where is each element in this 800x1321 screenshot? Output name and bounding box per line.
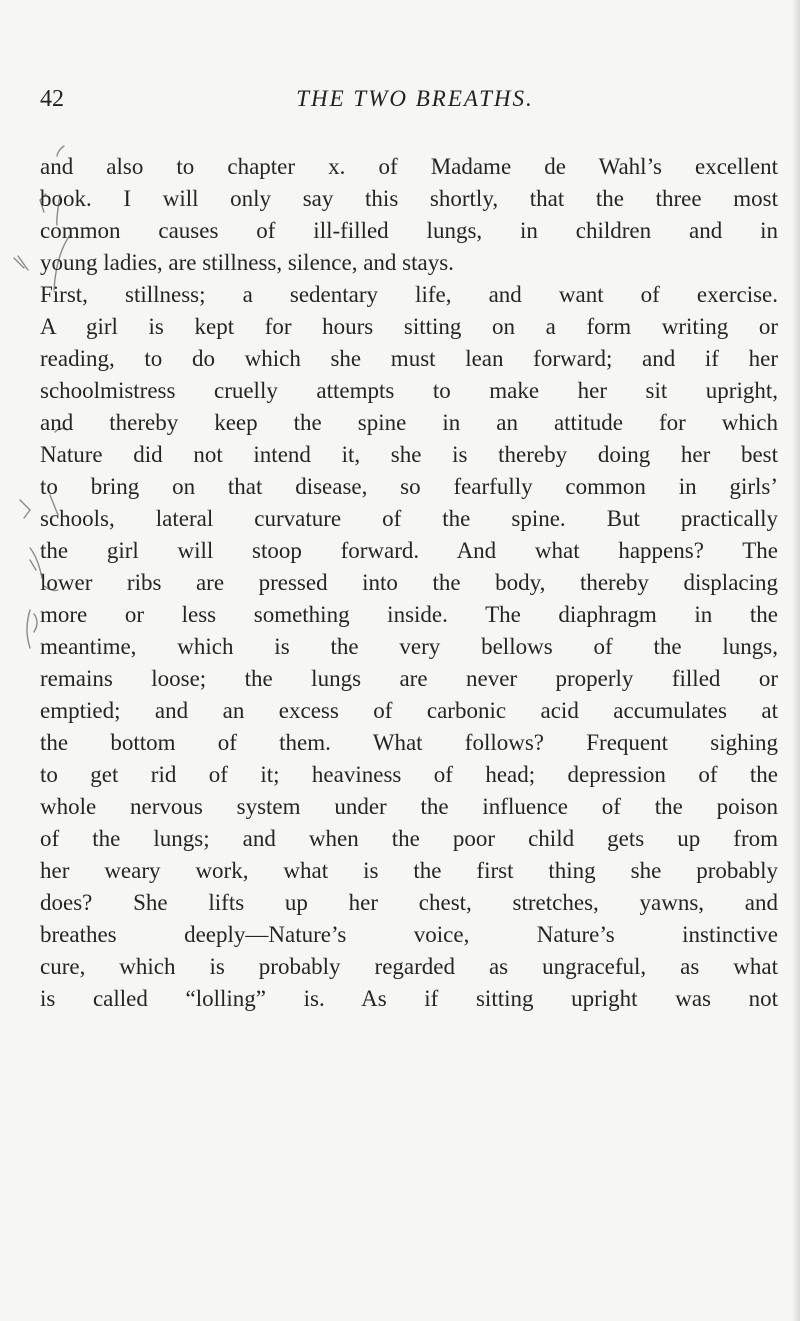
- text-line: Nature did not intend it, she is thereby doing her best: [40, 442, 778, 467]
- text-line: book. I will only say this shortly, that the three most: [40, 186, 778, 211]
- text-line: more or less something inside. The diaphragm in the: [40, 602, 778, 627]
- pencil-mark-hatch-1: [14, 256, 28, 270]
- running-head: THE TWO BREATHS.: [296, 86, 534, 111]
- page-edge-shadow: [792, 0, 800, 1321]
- pencil-mark-hatch-2: [20, 500, 30, 518]
- text-line: does? She lifts up her chest, stretches, yawns, and: [40, 890, 778, 915]
- text-line: reading, to do which she must lean forward; and if her: [40, 346, 778, 371]
- text-line: emptied; and an excess of carbonic acid accumulates at: [40, 698, 778, 723]
- text-line: whole nervous system under the influence of the poison: [40, 794, 778, 819]
- text-line: to get rid of it; heaviness of head; depression of the: [40, 762, 778, 787]
- text-line: to bring on that disease, so fearfully common in girls’: [40, 474, 778, 499]
- text-line: breathes deeply—Nature’s voice, Nature’s instinctive: [40, 922, 778, 947]
- text-line: the bottom of them. What follows? Frequent sighing: [40, 730, 778, 755]
- pencil-mark-bracket-4: [27, 610, 30, 648]
- text-line: the girl will stoop forward. And what happens? The: [40, 538, 778, 563]
- text-line: lower ribs are pressed into the body, thereby displacing: [40, 570, 778, 595]
- pencil-mark-stroke-2: [30, 560, 36, 570]
- text-line: her weary work, what is the first thing she probably: [40, 858, 778, 883]
- text-line: is called “lolling” is. As if sitting upright was not: [40, 986, 778, 1011]
- body-text: [40, 151, 778, 1015]
- text-line: and also to chapter x. of Madame de Wahl’s excellent: [40, 154, 778, 179]
- text-line: young ladies, are stillness, silence, and stays.: [40, 250, 454, 275]
- pencil-mark-stroke-4: [34, 614, 37, 632]
- text-line: A girl is kept for hours sitting on a form writing or: [40, 314, 778, 339]
- text-line: and thereby keep the spine in an attitude for which: [40, 410, 778, 435]
- page-header: [40, 86, 775, 126]
- text-line: First, stillness; a sedentary life, and want of exercise.: [40, 282, 778, 307]
- text-line: schools, lateral curvature of the spine. But practically: [40, 506, 778, 531]
- text-line: schoolmistress cruelly attempts to make her sit upright,: [40, 378, 778, 403]
- text-line: common causes of ill-filled lungs, in children and in: [40, 218, 778, 243]
- page-number: 42: [40, 86, 64, 112]
- text-line: of the lungs; and when the poor child gets up from: [40, 826, 778, 851]
- text-line: remains loose; the lungs are never properly filled or: [40, 666, 778, 691]
- text-line: meantime, which is the very bellows of the lungs,: [40, 634, 778, 659]
- text-line: cure, which is probably regarded as ungraceful, as what: [40, 954, 778, 979]
